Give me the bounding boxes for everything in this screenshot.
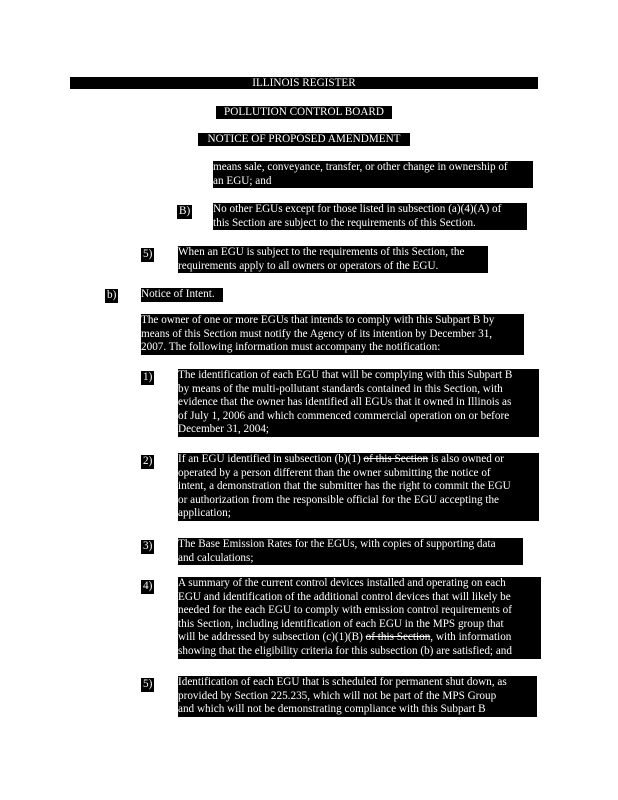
means-line-1: means sale, conveyance, transfer, or other change in ownership of <box>213 161 508 173</box>
list-item-5-label: 5) <box>143 678 153 690</box>
list-item-1-line-2: by means of the multi-pollutant standards contained in this Section, with <box>178 382 503 395</box>
list-item-4-text <box>178 577 541 659</box>
list-item-2-line-2: operated by a person different than the owner submitting the notice of <box>178 466 491 479</box>
list-item-3-line-1: The Base Emission Rates for the EGUs, with copies of supporting data <box>178 538 496 550</box>
notice-header <box>198 133 410 146</box>
list-item-2-line-1-post: is also owned or <box>428 453 504 465</box>
list-item-4-line-1: A summary of the current control devices installed and operating on each <box>178 577 506 589</box>
list-item-2-text <box>178 453 539 521</box>
list-item-2-line-5: application; <box>178 507 231 519</box>
item-b-label: B) <box>179 205 191 217</box>
list-item-2-line-1-pre: If an EGU identified in subsection (b)(1) <box>178 453 364 465</box>
list-item-4-line-5-pre: will be addressed by subsection (c)(1)(B) <box>178 631 366 643</box>
intro-line-2: means of this Section must notify the Agency of its intention by December 31, <box>141 327 493 340</box>
means-line-2: an EGU; and <box>213 174 272 187</box>
item-b-text <box>213 203 527 230</box>
list-item-5-text <box>178 676 537 717</box>
list-item-2-label: 2) <box>143 455 153 467</box>
list-item-4-line-5-post: , with information <box>430 631 512 643</box>
list-item-1-line-4: of July 1, 2006 and which commenced commercial operation on or before <box>178 409 510 422</box>
struck-text: of this Section <box>365 631 431 643</box>
struck-text: of this Section <box>363 453 429 465</box>
register-header <box>70 77 538 89</box>
item-5-line-1: When an EGU is subject to the requirements of this Section, the <box>178 246 465 258</box>
list-item-4-line-3: needed for the each EGU to comply with emission control requirements of <box>178 604 512 616</box>
list-item-1-text <box>178 369 539 437</box>
list-item-5-line-2: provided by Section 225.235, which will not be part of the MPS Group <box>178 689 497 702</box>
item-5-line-2: requirements apply to all owners or operators of the EGU. <box>178 259 439 272</box>
list-item-4-line-6: showing that the eligibility criteria for this subsection (b) are satisfied; and <box>178 644 512 657</box>
list-item-1-line-5: December 31, 2004; <box>178 423 270 435</box>
intro-paragraph <box>141 314 524 355</box>
item-b-line-1: No other EGUs except for those listed in subsection (a)(4)(A) of <box>213 203 502 215</box>
list-item-4-line-4: this Section, including identification of each EGU in the MPS group that <box>178 617 504 630</box>
list-item-4-line-2: EGU and identification of the additional control devices that will likely be <box>178 590 511 603</box>
intro-line-3: 2007. The following information must accompany the notification: <box>141 341 441 353</box>
register-title: ILLINOIS REGISTER <box>252 77 356 89</box>
list-item-2-line-3: intent, a demonstration that the submitter has the right to commit the EGU <box>178 480 511 492</box>
list-item-4-line-5 <box>178 631 541 645</box>
list-item-2-line-1 <box>178 453 539 467</box>
list-item-3-text <box>178 538 523 565</box>
list-item-2-line-4: or authorization from the responsible official for the EGU accepting the <box>178 493 500 506</box>
means-paragraph <box>213 161 533 188</box>
item-b-line-2: this Section are subject to the requirements of this Section. <box>213 216 476 229</box>
section-b-title-text: Notice of Intent. <box>141 288 215 300</box>
section-b-label: b) <box>107 289 117 301</box>
item-5-label: 5) <box>143 248 153 260</box>
list-item-3-line-2: and calculations; <box>178 551 254 564</box>
list-item-3-label: 3) <box>143 540 153 552</box>
list-item-5-line-1: Identification of each EGU that is scheduled for permanent shut down, as <box>178 676 507 688</box>
board-title: POLLUTION CONTROL BOARD <box>224 106 384 118</box>
list-item-4-label: 4) <box>143 580 153 592</box>
notice-title: NOTICE OF PROPOSED AMENDMENT <box>207 133 401 145</box>
intro-line-1: The owner of one or more EGUs that intends to comply with this Subpart B by <box>141 314 495 326</box>
item-5-text <box>178 246 488 273</box>
list-item-1-line-1: The identification of each EGU that will be complying with this Subpart B <box>178 369 513 381</box>
list-item-1-label: 1) <box>143 371 153 383</box>
section-b-title <box>141 288 223 302</box>
board-header <box>216 106 392 119</box>
list-item-5-line-3: and which will not be demonstrating compliance with this Subpart B <box>178 703 486 715</box>
list-item-1-line-3: evidence that the owner has identified all EGUs that it owned in Illinois as <box>178 396 512 408</box>
